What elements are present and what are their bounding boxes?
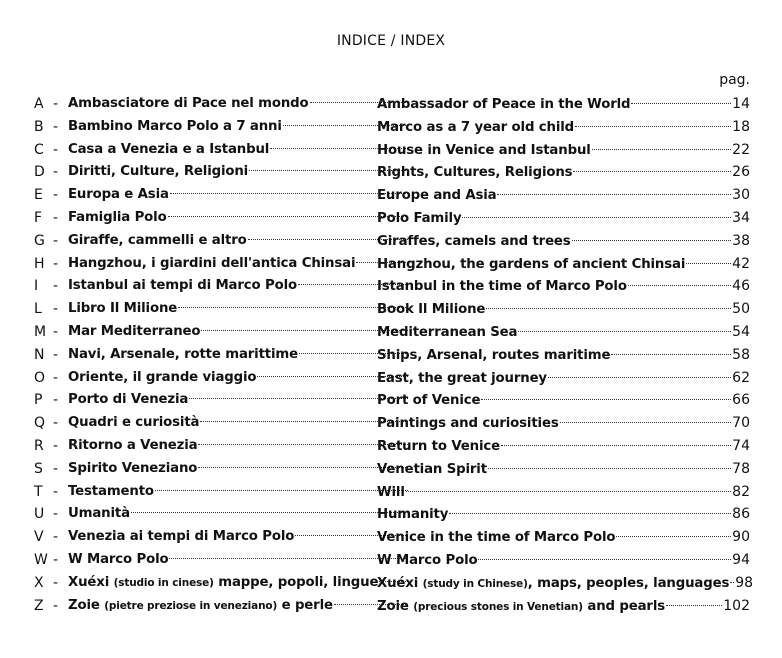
index-entry: [34, 412, 750, 435]
entry-english-title: [377, 459, 487, 482]
entry-english-title: [377, 322, 517, 345]
entry-separator: -: [53, 96, 59, 112]
entry-italian: [68, 549, 409, 572]
entry-english-suffix: and pearls: [587, 598, 666, 614]
entry-italian: [68, 503, 409, 526]
entry-separator: -: [53, 506, 59, 523]
leader-dots: [478, 559, 731, 560]
entry-italian-text: Bambino Marco Polo a 7 anni: [68, 118, 282, 134]
entry-letter: M: [34, 323, 47, 340]
index-entry: [34, 344, 750, 367]
entry-separator: -: [53, 187, 59, 204]
entry-italian-text: Famiglia Polo: [68, 209, 167, 225]
entry-letter: L: [34, 301, 42, 318]
entry-italian-title: [68, 549, 168, 572]
entry-english: [377, 549, 750, 573]
entry-separator: -: [53, 415, 59, 432]
entry-english-title: [377, 299, 485, 322]
entry-italian-text: Ritorno a Venezia: [68, 437, 198, 453]
entry-italian-title: [68, 412, 199, 435]
index-entry: [34, 367, 750, 390]
entry-italian-text: Oriente, il grande viaggio: [68, 369, 257, 385]
entry-italian-title: [68, 458, 197, 481]
entry-page-number: 102: [723, 597, 750, 614]
entry-english-text: Venetian Spirit: [377, 461, 487, 477]
entry-english-title: [377, 413, 559, 436]
index-entry: [34, 481, 750, 504]
index-entry: [34, 184, 750, 207]
entry-italian: [68, 207, 409, 230]
entry-italian: [68, 435, 409, 458]
entry-page-number: 34: [732, 209, 750, 226]
entry-english-title: [377, 527, 615, 550]
entry-italian-note: (studio in cinese): [113, 576, 214, 589]
entry-english-text: Giraffes, camels and trees: [377, 233, 571, 249]
entry-letter: D: [34, 164, 45, 181]
leader-dots: [548, 377, 731, 378]
entry-english: [377, 139, 750, 163]
page-column-label: pag.: [719, 72, 750, 88]
entry-english-title: [377, 276, 627, 299]
entry-english-note: (study in Chinese): [422, 577, 528, 590]
entry-italian-title: [68, 184, 169, 207]
entry-english-text: Humanity: [377, 507, 449, 523]
entry-english-title: [377, 254, 685, 277]
entry-letter: C: [34, 141, 44, 158]
entry-italian-text: Testamento: [68, 483, 154, 499]
entry-italian: [68, 93, 409, 116]
leader-dots: [189, 398, 408, 399]
entry-italian-text: Venezia ai tempi di Marco Polo: [68, 529, 295, 545]
entry-separator: -: [53, 392, 59, 409]
leader-dots: [611, 354, 731, 355]
entry-english: [377, 344, 750, 368]
entry-italian-note: (pietre preziose in veneziano): [104, 599, 278, 612]
entry-italian-title: [68, 207, 167, 230]
entry-english-text: Xuéxi: [377, 575, 419, 591]
entry-page-number: 74: [732, 437, 750, 454]
leader-dots: [573, 171, 731, 172]
entry-italian-title: [68, 344, 298, 367]
entry-english-text: W Marco Polo: [377, 552, 478, 568]
entry-english-text: Ambassador of Peace in the World: [377, 97, 631, 112]
entry-separator: -: [53, 574, 59, 591]
entry-page-number: 14: [732, 96, 750, 112]
index-list: [34, 93, 754, 617]
index-entry: [34, 458, 750, 481]
entry-italian: [68, 595, 409, 618]
entry-english-note: (precious stones in Venetian): [413, 600, 583, 613]
index-entry: [34, 230, 750, 253]
entry-english: [377, 503, 750, 527]
leader-dots: [730, 582, 734, 583]
entry-separator: -: [53, 255, 59, 272]
entry-separator: -: [53, 301, 59, 318]
entry-page-number: 58: [732, 346, 750, 363]
entry-page-number: 86: [732, 506, 750, 523]
entry-letter: P: [34, 392, 43, 409]
index-entry: [34, 275, 750, 298]
entry-english-title: [377, 390, 480, 413]
leader-dots: [628, 285, 731, 286]
leader-dots: [168, 216, 408, 217]
leader-dots: [572, 240, 732, 241]
index-entry: [34, 207, 750, 230]
entry-english-title: [377, 573, 729, 596]
entry-page-number: 62: [732, 369, 750, 386]
entry-english-text: Marco as a 7 year old child: [377, 119, 575, 135]
entry-italian: [68, 344, 409, 367]
entry-english: [377, 389, 750, 413]
entry-english-text: Rights, Cultures, Religions: [377, 165, 573, 181]
entry-english-text: Ships, Arsenal, routes maritime: [377, 347, 611, 363]
entry-italian-suffix: mappe, popoli, lingue: [218, 574, 379, 590]
entry-letter: A: [34, 96, 44, 112]
index-entry: [34, 116, 750, 139]
entry-english-text: Polo Family: [377, 210, 462, 226]
entry-letter: V: [34, 529, 44, 546]
entry-english-title: [377, 94, 630, 117]
entry-english-title: [377, 162, 572, 185]
entry-italian-text: Navi, Arsenale, rotte marittime: [68, 346, 298, 362]
entry-english-text: Venice in the time of Marco Polo: [377, 530, 616, 546]
entry-page-number: 78: [732, 460, 750, 477]
entry-italian-title: [68, 298, 177, 321]
entry-italian-text: Casa a Venezia e a Istanbul: [68, 141, 270, 157]
entry-italian: [68, 116, 409, 139]
entry-letter: Q: [34, 415, 46, 432]
entry-separator: -: [53, 141, 59, 158]
entry-italian: [68, 161, 409, 184]
entry-italian-title: [68, 367, 256, 390]
entry-english-title: [377, 482, 405, 505]
entry-page-number: 50: [732, 301, 750, 318]
entry-english-title: [377, 504, 448, 527]
entry-english: [377, 412, 750, 436]
entry-italian: [68, 253, 409, 276]
entry-english: [377, 321, 750, 345]
entry-italian-suffix: e perle: [281, 597, 333, 613]
entry-italian: [68, 184, 409, 207]
index-entry: [34, 435, 750, 458]
entry-page-number: 46: [732, 278, 750, 295]
index-entry: [34, 503, 750, 526]
entry-english-text: Book Il Milione: [377, 302, 486, 318]
entry-english: [377, 595, 750, 619]
entry-italian-title: [68, 321, 200, 344]
entry-separator: -: [53, 209, 59, 226]
index-entry: [34, 298, 750, 321]
index-entry: [34, 549, 750, 572]
entry-letter: N: [34, 346, 45, 363]
entry-italian-title: [68, 253, 355, 276]
leader-dots: [155, 490, 408, 491]
entry-letter: S: [34, 460, 43, 477]
entry-separator: -: [53, 483, 59, 500]
entry-english: [377, 481, 750, 505]
entry-english-title: [377, 550, 477, 573]
leader-dots: [686, 263, 731, 264]
leader-dots: [575, 126, 731, 127]
index-entry: [34, 93, 750, 116]
entry-english: [377, 275, 750, 299]
entry-english-title: [377, 345, 610, 368]
entry-italian: [68, 572, 409, 595]
entry-english-title: [377, 596, 665, 619]
entry-page-number: 54: [732, 323, 750, 340]
entry-english-title: [377, 185, 496, 208]
entry-english: [377, 184, 750, 208]
entry-italian-title: [68, 435, 197, 458]
entry-italian: [68, 275, 409, 298]
leader-dots: [497, 194, 731, 195]
entry-separator: -: [53, 529, 59, 546]
entry-italian-title: [68, 389, 188, 412]
entry-page-number: 98: [735, 574, 754, 591]
index-entry: [34, 595, 750, 618]
leader-dots: [178, 307, 408, 308]
leader-dots: [170, 193, 408, 194]
entry-italian: [68, 458, 409, 481]
entry-italian-text: Zoie: [68, 597, 100, 613]
entry-separator: -: [53, 369, 59, 386]
leader-dots: [406, 491, 731, 492]
index-entry: [34, 572, 754, 595]
index-entry: [34, 139, 750, 162]
entry-italian-text: Ambasciatore di Pace nel mondo: [68, 96, 309, 111]
entry-italian-text: Xuéxi: [68, 574, 110, 590]
entry-english: [377, 161, 750, 185]
leader-dots: [462, 217, 731, 218]
entry-english-text: Will: [377, 484, 405, 500]
entry-separator: -: [53, 278, 59, 295]
entry-letter: X: [34, 574, 44, 591]
entry-english: [377, 435, 750, 459]
index-entry: [34, 253, 750, 276]
entry-letter: G: [34, 232, 45, 249]
leader-dots: [169, 558, 408, 559]
entry-letter: E: [34, 187, 43, 204]
entry-separator: -: [53, 437, 59, 454]
entry-english: [377, 458, 750, 482]
entry-italian-text: Mar Mediterraneo: [68, 323, 201, 339]
entry-english-text: Hangzhou, the gardens of ancient Chinsai: [377, 256, 686, 272]
entry-separator: -: [53, 118, 59, 135]
entry-separator: -: [53, 164, 59, 181]
entry-italian-title: [68, 161, 248, 184]
entry-english-text: Europe and Asia: [377, 188, 497, 204]
entry-english-title: [377, 208, 461, 231]
leader-dots: [560, 422, 732, 423]
entry-italian-title: [68, 116, 282, 139]
entry-english-text: Zoie: [377, 598, 409, 614]
entry-english: [377, 230, 750, 254]
entry-page-number: 66: [732, 392, 750, 409]
entry-italian-title: [68, 139, 269, 162]
entry-page-number: 94: [732, 551, 750, 568]
entry-page-number: 70: [732, 415, 750, 432]
entry-english-text: Paintings and curiosities: [377, 416, 559, 432]
entry-italian: [68, 412, 409, 435]
entry-italian-text: Quadri e curiosità: [68, 415, 200, 431]
entry-english-title: [377, 436, 500, 459]
entry-english-title: [377, 368, 547, 391]
entry-english-title: [377, 231, 571, 254]
entry-english-text: Return to Venice: [377, 438, 500, 454]
entry-english-text: Mediterranean Sea: [377, 324, 518, 340]
entry-italian-text: Spirito Veneziano: [68, 460, 198, 476]
entry-separator: -: [53, 460, 59, 477]
entry-italian: [68, 139, 409, 162]
entry-italian-text: Umanità: [68, 506, 130, 522]
entry-english: [377, 116, 750, 140]
entry-italian-text: Europa e Asia: [68, 187, 169, 203]
entry-italian-text: Istanbul ai tempi di Marco Polo: [68, 278, 297, 294]
leader-dots: [616, 536, 731, 537]
entry-page-number: 90: [732, 529, 750, 546]
leader-dots: [488, 468, 731, 469]
entry-letter: H: [34, 255, 45, 272]
entry-page-number: 30: [732, 187, 750, 204]
entry-italian: [68, 298, 409, 321]
entry-letter: W: [34, 551, 48, 568]
entry-separator: -: [53, 597, 59, 614]
entry-italian-text: Diritti, Culture, Religioni: [68, 164, 249, 180]
entry-english-text: House in Venice and Istanbul: [377, 142, 591, 158]
entry-italian-text: W Marco Polo: [68, 551, 169, 567]
entry-italian-text: Libro Il Milione: [68, 301, 178, 317]
entry-english-text: East, the great journey: [377, 370, 547, 386]
entry-english: [377, 207, 750, 231]
leader-dots: [666, 605, 722, 606]
leader-dots: [631, 103, 731, 104]
entry-italian-title: [68, 481, 154, 504]
entry-italian-title: [68, 93, 309, 116]
entry-letter: I: [34, 278, 39, 295]
leader-dots: [486, 308, 731, 309]
entry-english-text: Port of Venice: [377, 393, 481, 409]
entry-italian-title: [68, 503, 130, 526]
entry-english: [377, 572, 754, 596]
index-entry: [34, 161, 750, 184]
entry-italian-title: [68, 595, 333, 618]
entry-italian: [68, 321, 409, 344]
leader-dots: [449, 513, 731, 514]
entry-page-number: 22: [732, 141, 750, 158]
entry-english: [377, 526, 750, 550]
entry-english: [377, 367, 750, 391]
entry-italian-title: [68, 275, 297, 298]
entry-english-text: Istanbul in the time of Marco Polo: [377, 279, 627, 295]
leader-dots: [481, 399, 731, 400]
index-title: INDICE / INDEX: [336, 33, 446, 49]
entry-page-number: 82: [732, 483, 750, 500]
entry-page-number: 18: [732, 118, 750, 135]
entry-page-number: 38: [732, 232, 750, 249]
entry-italian: [68, 389, 409, 412]
entry-letter: F: [34, 209, 43, 226]
entry-italian: [68, 526, 409, 549]
entry-english: [377, 253, 750, 277]
entry-italian: [68, 230, 409, 253]
entry-italian: [68, 481, 409, 504]
leader-dots: [592, 149, 732, 150]
leader-dots: [131, 512, 408, 513]
entry-italian-title: [68, 230, 247, 253]
entry-separator: -: [53, 551, 59, 568]
entry-letter: R: [34, 437, 44, 454]
entry-italian-text: Porto di Venezia: [68, 392, 189, 408]
index-entry: [34, 526, 750, 549]
entry-letter: T: [34, 483, 43, 500]
entry-italian-text: Hangzhou, i giardini dell'antica Chinsai: [68, 255, 356, 271]
entry-english: [377, 93, 750, 117]
leader-dots: [518, 331, 731, 332]
entry-english-title: [377, 117, 574, 140]
entry-english-title: [377, 140, 591, 163]
entry-letter: U: [34, 506, 45, 523]
entry-page-number: 42: [732, 255, 750, 272]
entry-page-number: 26: [732, 164, 750, 181]
leader-dots: [501, 445, 731, 446]
entry-separator: -: [53, 232, 59, 249]
entry-italian-text: Giraffe, cammelli e altro: [68, 232, 247, 248]
entry-separator: -: [53, 346, 59, 363]
entry-italian-title: [68, 526, 294, 549]
entry-english-suffix: , maps, peoples, languages: [527, 575, 730, 591]
entry-english: [377, 298, 750, 322]
entry-letter: B: [34, 118, 44, 135]
entry-separator: -: [53, 323, 59, 340]
entry-letter: O: [34, 369, 46, 386]
entry-italian: [68, 367, 409, 390]
index-entry: [34, 321, 750, 344]
entry-italian-title: [68, 572, 378, 595]
index-entry: [34, 389, 750, 412]
entry-letter: Z: [34, 597, 44, 614]
